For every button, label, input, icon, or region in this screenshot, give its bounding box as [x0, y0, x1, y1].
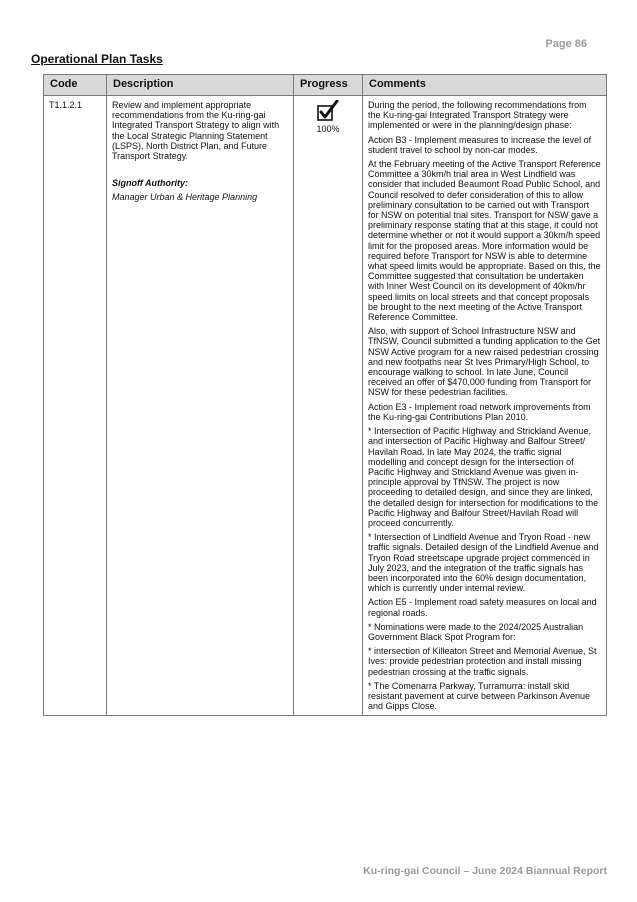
- task-description-cell: [107, 96, 294, 716]
- comment-paragraph: * intersection of Killeaton Street and Memorial Avenue, St Ives: provide pedestrian protection and install missing pedestrian crossing at the traffic signals.: [368, 646, 597, 677]
- header-code: Code: [44, 75, 107, 96]
- comment-paragraph: * Intersection of Lindfield Avenue and Tryon Road - new traffic signals. Detailed design of the Lindfield Avenue and Tryon Road streetscape upgrade project commenced in July 2023, and the integration of the traffic signals has been incorporated into the 60% design documentation, which is currently under internal review.: [368, 532, 599, 594]
- report-footer: Ku-ring-gai Council – June 2024 Biannual Report: [363, 865, 607, 877]
- progress-value: 100%: [316, 124, 340, 134]
- header-comments: Comments: [363, 75, 607, 96]
- checkbox-checked-icon: [317, 100, 339, 122]
- comments-cell: [363, 96, 607, 716]
- comment-paragraph: Also, with support of School Infrastructure NSW and TfNSW, Council submitted a funding application to the Get NSW Active program for a new raised pedestrian crossing and new footpaths near St Ives Primary/High School, to encourage walking to school. In late June, Council received an offer of $470,000 funding from Transport for NSW for these pedestrian facilities.: [368, 326, 601, 398]
- comment-paragraph: Action B3 - Implement measures to increase the level of student travel to school by non-car modes.: [368, 134, 592, 155]
- header-description: Description: [107, 75, 294, 96]
- table-header-row: [44, 75, 607, 96]
- comment-paragraph: * Nominations were made to the 2024/2025 Australian Government Black Spot Program for:: [368, 621, 584, 642]
- operational-plan-tasks-table: [43, 74, 607, 716]
- section-title: Operational Plan Tasks: [31, 52, 163, 66]
- comment-paragraph: At the February meeting of the Active Transport Reference Committee a 30km/h trial area in West Lindfield was consider that included Beaumont Road Public School, and Council resolved to defer consideration of this to allow preliminary consultation to be carried out with Transport for NSW on potential trial sites. Transport for NSW gave a preliminary response stating that at this stage, it could not determine whether or not it would support a 30km/h speed limit for the proposed areas. More information would be required before Transport for NSW is able to determine what speed limits would be appropriate. Based on this, the Committee suggested that consultation be undertaken with Inner West Council on its development of 40km/hr speed limits on local streets and that concept proposals be brought to the next meeting of the Active Transport Reference Committee.: [368, 159, 601, 323]
- comment-paragraph: * Intersection of Pacific Highway and Strickland Avenue, and intersection of Pacific Highway and Balfour Street/ Havilah Road. In late May 2024, the traffic signal modelling and concept design for the intersection of Pacific Highway and Strickland Avenue was given in-principle approval by TfNSW. The project is now proceeding to detailed design, and since they are linked, the detailed design for intersection for modifications to the Pacific Highway and Balfour Street/Havilah Road will proceed concurrently.: [368, 426, 599, 528]
- comment-paragraph: * The Comenarra Parkway, Turramurra: install skid resistant pavement at curve between Parkinson Avenue and Gipps Close.: [368, 680, 590, 712]
- comment-paragraph: Action E5 - Implement road safety measures on local and regional roads.: [368, 597, 597, 618]
- header-progress: Progress: [294, 75, 363, 96]
- comment-paragraph: During the period, the following recommendations from the Ku-ring-gai Integrated Transport Strategy were implemented or were in the planning/design phase:: [368, 100, 587, 131]
- comment-paragraph: Action E3 - Implement road network improvements from the Ku-ring-gai Contributions Plan 2010.: [368, 401, 591, 422]
- progress-cell: [294, 96, 363, 716]
- task-description: Review and implement appropriate recommendations from the Ku-ring-gai Integrated Transport Strategy to align with the Local Strategic Planning Statement (LSPS), North District Plan, and Future Transport Strategy.: [112, 100, 280, 162]
- page-number: Page 86: [545, 38, 587, 50]
- signoff-authority: Manager Urban & Heritage Planning: [112, 192, 258, 203]
- signoff-label: Signoff Authority:: [112, 178, 188, 189]
- table-row: [44, 96, 607, 716]
- task-code: T1.1.2.1: [44, 96, 107, 716]
